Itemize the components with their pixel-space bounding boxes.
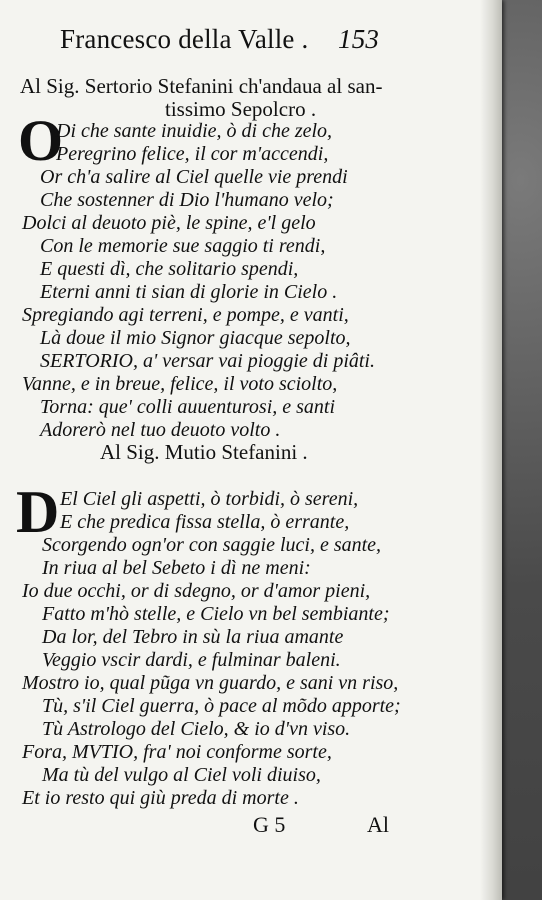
poem1-heading-line2: tissimo Sepolcro . xyxy=(165,97,317,121)
running-header xyxy=(60,22,400,56)
poem1-line: E questi dì, che solitario spendi, xyxy=(40,258,299,280)
poem2-line: Tù, s'il Ciel guerra, ò pace al mõdo apporte; xyxy=(42,695,401,717)
poem1-line: Spregiando agi terreni, e pompe, e vanti, xyxy=(22,304,349,326)
poem1-line: Vanne, e in breue, felice, il voto sciolto, xyxy=(22,373,338,395)
poem1-dropcap: O xyxy=(18,108,64,173)
poem1-line: Là doue il mio Signor giacque sepolto, xyxy=(40,327,351,349)
poem1-line: Con le memorie sue saggio ti rendi, xyxy=(40,235,326,257)
header-title: Francesco della Valle . xyxy=(60,24,309,54)
poem2-line: Tù Astrologo del Cielo, & io d'vn viso. xyxy=(42,718,351,740)
poem2-dropcap: D xyxy=(16,479,60,545)
poem2-line: El Ciel gli aspetti, ò torbidi, ò sereni, xyxy=(60,488,359,510)
poem1-line: Dolci al deuoto piè, le spine, e'l gelo xyxy=(22,212,316,234)
poem1-line: Eterni anni ti sian di glorie in Cielo . xyxy=(40,281,338,303)
poem2-line: Fatto m'hò stelle, e Cielo vn bel sembiante; xyxy=(42,603,390,625)
page-edge-shadow xyxy=(480,0,502,900)
poem1-line: Peregrino felice, il cor m'accendi, xyxy=(56,143,329,165)
signature-mark: G 5 xyxy=(253,812,286,837)
poem1-line: Or ch'a salire al Ciel quelle vie prendi xyxy=(40,166,348,188)
poem1-line: Torna: que' colli auuenturosi, e santi xyxy=(40,396,336,418)
poem2-line: Da lor, del Tebro in sù la riua amante xyxy=(42,626,344,648)
catchword: Al xyxy=(367,812,389,837)
poem2-line: Fora, MVTIO, fra' noi conforme sorte, xyxy=(22,741,332,763)
poem2-line: Scorgendo ogn'or con saggie luci, e sante, xyxy=(42,534,382,556)
poem2-line: Mostro io, qual pũga vn guardo, e sani vn riso, xyxy=(22,672,399,694)
poem2-line: Io due occhi, or di sdegno, or d'amor pieni, xyxy=(22,580,371,602)
poem2-line: E che predica fissa stella, ò errante, xyxy=(60,511,350,533)
poem2-line: Veggio vscir dardi, e fulminar baleni. xyxy=(42,649,341,671)
poem1-line: Adorerò nel tuo deuoto volto . xyxy=(40,419,281,441)
poem2-line: Ma tù del vulgo al Ciel voli diuiso, xyxy=(42,764,321,786)
poem1-line: SERTORIO, a' versar vai pioggie di piâti. xyxy=(40,350,375,372)
poem1-line: Che sostenner di Dio l'humano velo; xyxy=(40,189,334,211)
poem2-line: Et io resto qui giù preda di morte . xyxy=(22,787,299,809)
poem1-heading-line1: Al Sig. Sertorio Stefanini ch'andaua al san- xyxy=(20,74,383,98)
page-number: 153 xyxy=(338,24,380,54)
poem2-heading: Al Sig. Mutio Stefanini . xyxy=(100,440,308,464)
poem1-line: Di che sante inuidie, ò di che zelo, xyxy=(56,120,333,142)
poem2-line: In riua al bel Sebeto i dì ne meni: xyxy=(42,557,311,579)
